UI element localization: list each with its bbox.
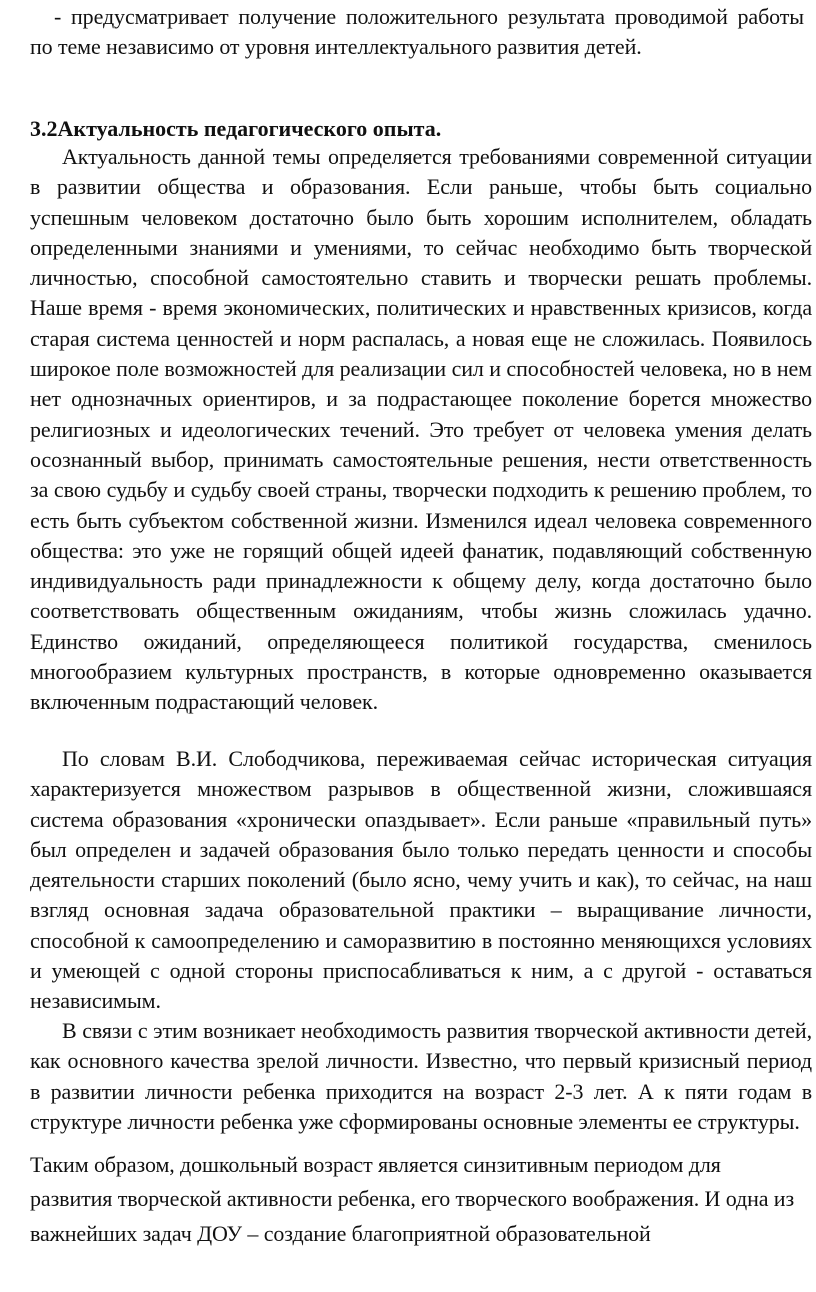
paragraph-conclusion: Таким образом, дошкольный возраст является синзитивным периодом для развития творческой активности ребенка, его творческого воображения. И одна из важнейших задач ДОУ – создание благоприятной образовательной: [30, 1152, 795, 1246]
section-heading: 3.2Актуальность педагогического опыта.: [30, 116, 442, 141]
intro-paragraph: - предусматривает получение положительного результата проводимой работы по теме независимо от уровня интеллектуального развития детей.: [30, 4, 804, 60]
paragraph-relevance: Актуальность данной темы определяется требованиями современной ситуации в развитии общества и образования. Если раньше, чтобы быть социально успешным человеком достаточно было быть хорошим исполнителем, обладать определенными знаниями и умениями, то сейчас необходимо быть творческой личностью, способной самостоятельно ставить и творчески решать проблемы. Наше время - время экономических, политических и нравственных кризисов, когда старая система ценностей и норм распалась, а новая еще не сложилась. Появилось широкое поле возможностей для реализации сил и способностей человека, но в нем нет однозначных ориентиров, и за подрастающее поколение борется множество религиозных и идеологических течений. Это требует от человека умения делать осознанный выбор, принимать самостоятельные решения, нести ответственность за свою судьбу и судьбу своей страны, творчески подходить к решению проблем, то есть быть субъектом собственной жизни. Изменился идеал человека современного общества: это уже не горящий общей идеей фанатик, подавляющий собственную индивидуальность ради принадлежности к общему делу, когда достаточно было соответствовать общественным ожиданиям, чтобы жизнь сложилась удачно. Единство ожиданий, определяющееся политикой государства, сменилось многообразием культурных пространств, в которые одновременно оказывается включенным подрастающий человек.: [30, 144, 812, 715]
paragraph-creative-activity: В связи с этим возникает необходимость развития творческой активности детей, как основного качества зрелой личности. Известно, что первый кризисный период в развитии личности ребенка приходится на возраст 2-3 лет. А к пяти годам в структуре личности ребенка уже сформированы основные элементы ее структуры.: [30, 1018, 812, 1134]
paragraph-slobodchikov: По словам В.И. Слободчикова, переживаемая сейчас историческая ситуация характеризуется множеством разрывов в общественной жизни, сложившаяся система образования «хронически опаздывает». Если раньше «правильный путь» был определен и задачей образования было только передать ценности и способы деятельности старших поколений (было ясно, чему учить и как), то сейчас, на наш взгляд основная задача образовательной практики – выращивание личности, способной к самоопределению и саморазвитию в постоянно меняющихся условиях и умеющей с одной стороны приспосабливаться к ним, а с другой - оставаться независимым.: [30, 746, 812, 1014]
